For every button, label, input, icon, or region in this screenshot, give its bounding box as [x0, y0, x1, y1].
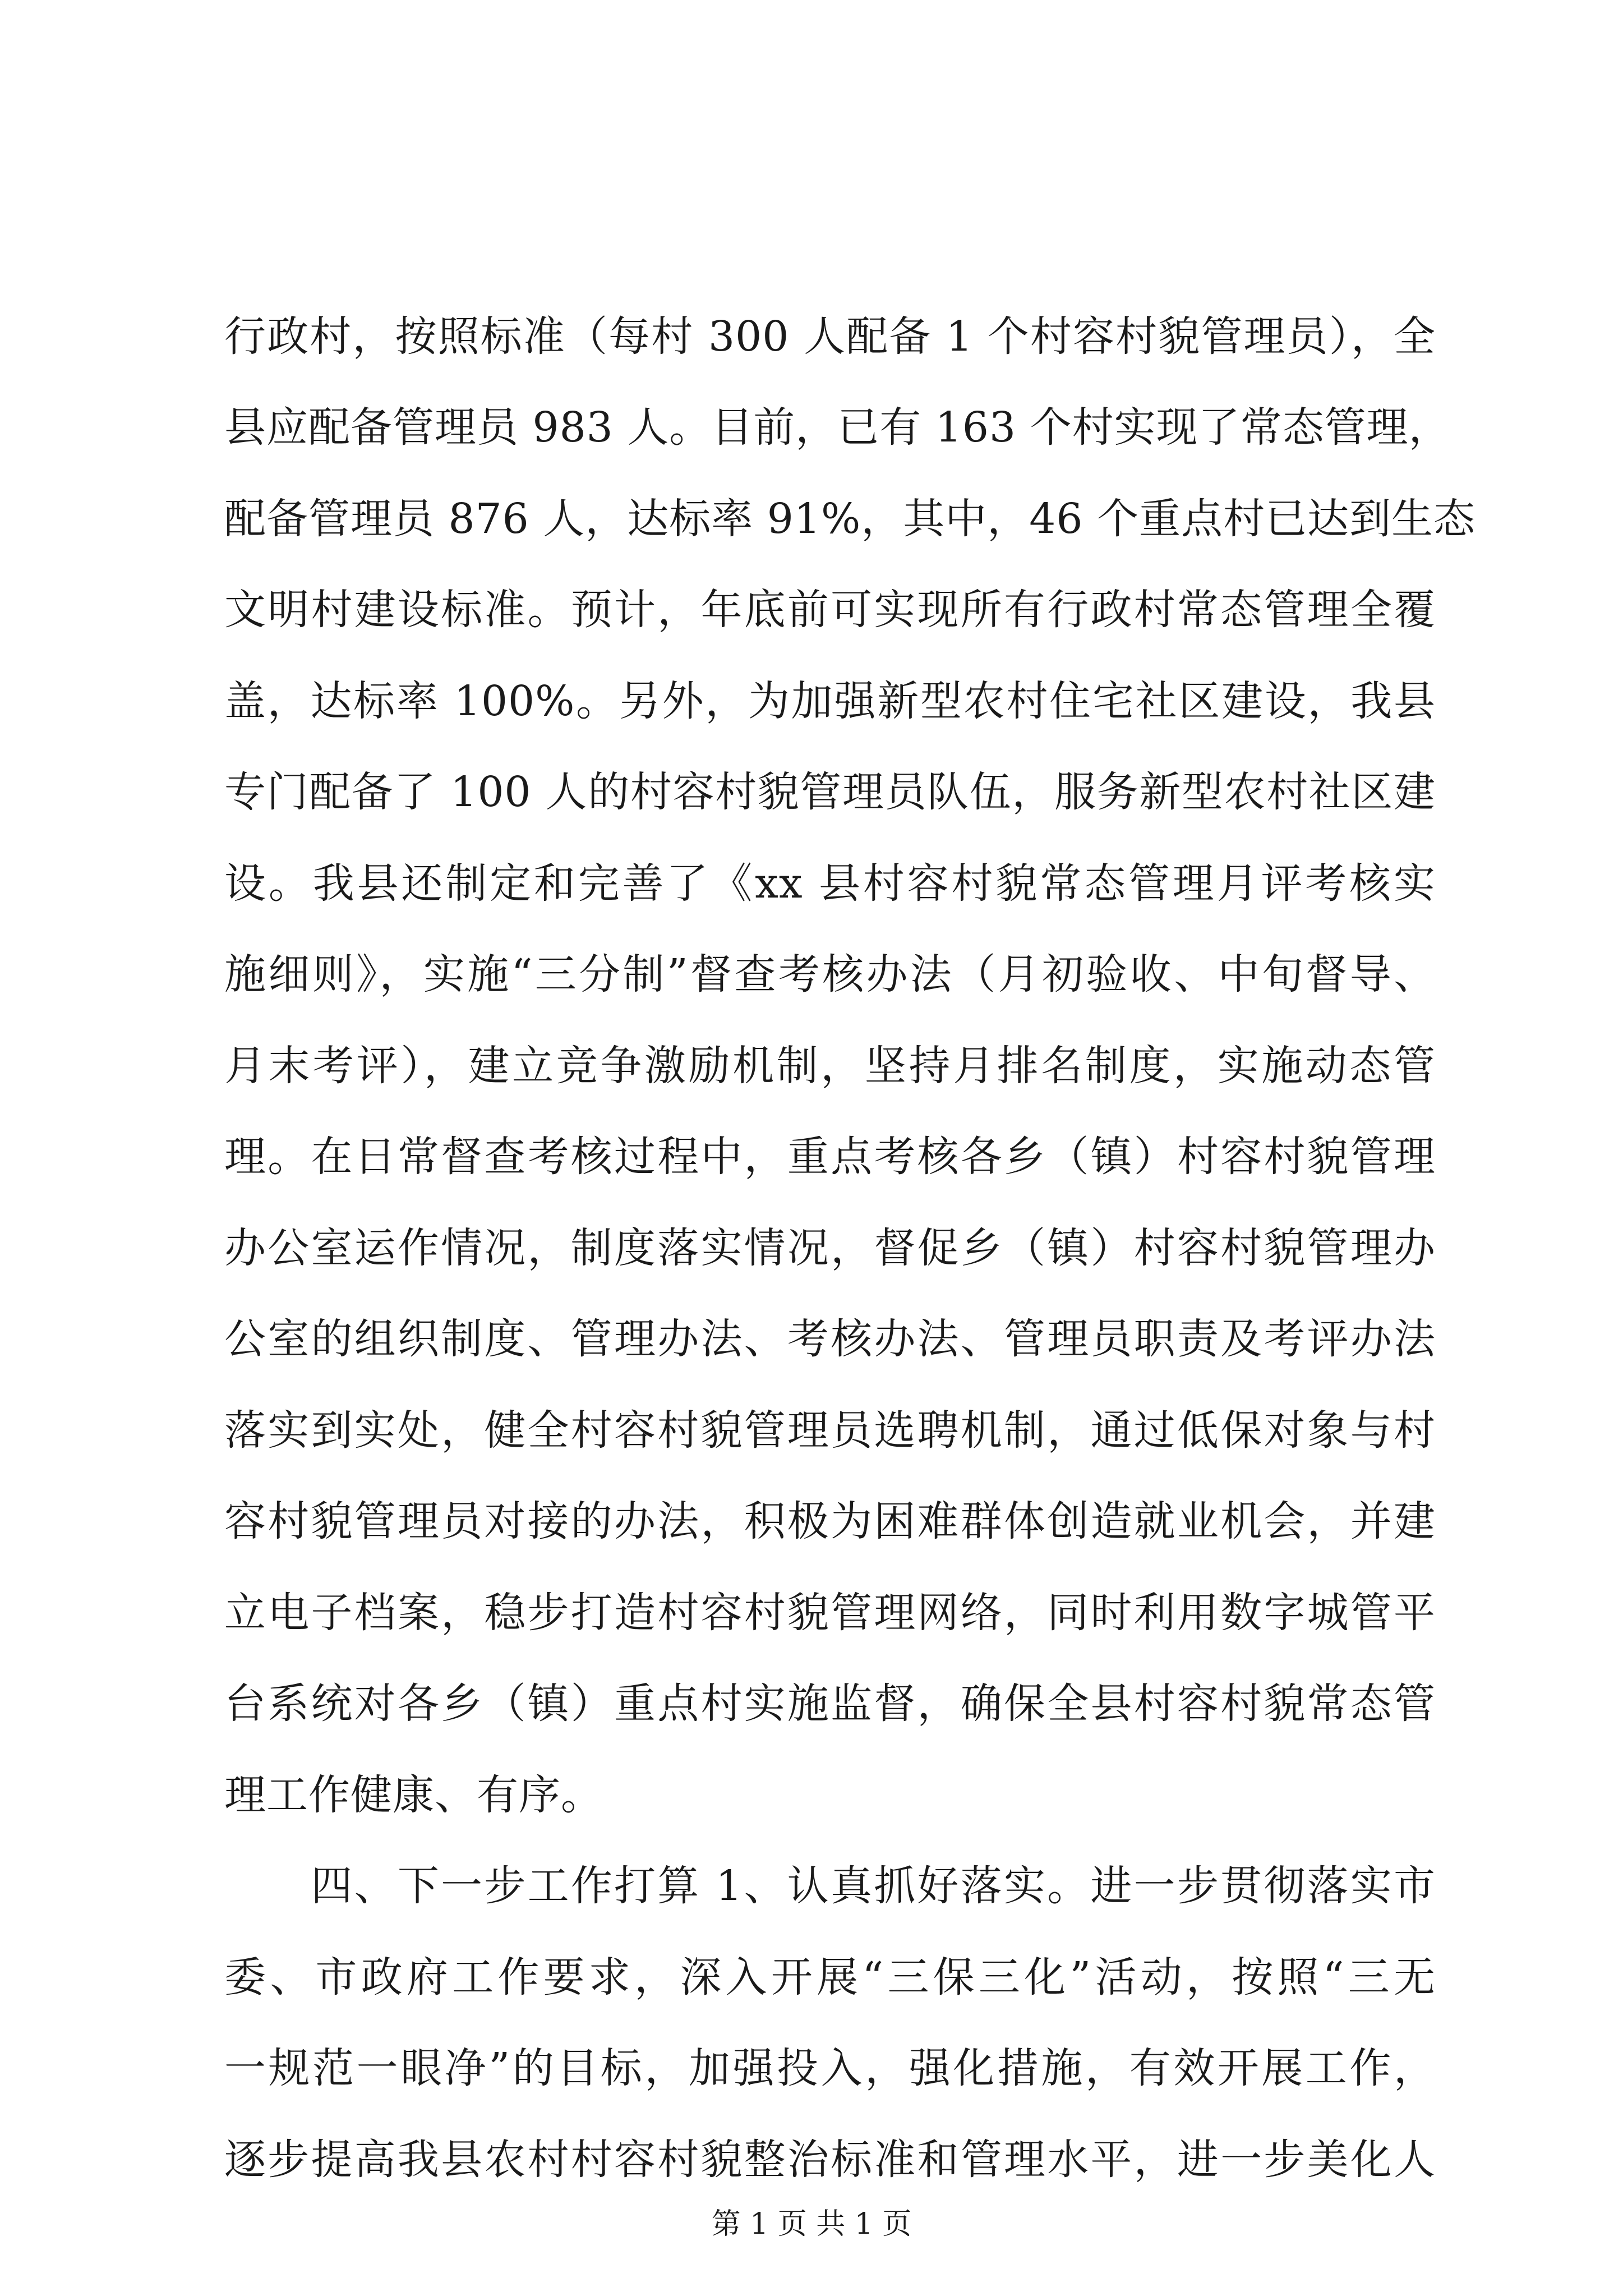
body-text-line-14: 容村貌管理员对接的办法，积极为困难群体创造就业机会，并建: [224, 1497, 1436, 1545]
body-text-line-20: 一规范一眼净”的目标，加强投入，强化措施，有效开展工作，: [224, 2044, 1436, 2092]
body-text-line-8: 施细则》，实施“三分制”督查考核办法（月初验收、中旬督导、: [224, 950, 1436, 999]
body-text-line-10: 理。在日常督查考核过程中，重点考核各乡（镇）村容村貌管理: [224, 1133, 1436, 1181]
body-text-line-7: 设。我县还制定和完善了《xx 县村容村貌常态管理月评考核实: [224, 859, 1436, 908]
body-text-line-17: 理工作健康、有序。: [224, 1771, 603, 1819]
body-text-line-21: 逐步提高我县农村村容村貌整治标准和管理水平，进一步美化人: [224, 2136, 1436, 2184]
body-text-line-9: 月末考评），建立竞争激励机制，坚持月排名制度，实施动态管: [224, 1042, 1436, 1090]
body-text-line-5: 盖，达标率 100%。另外，为加强新型农村住宅社区建设，我县: [224, 677, 1436, 725]
body-text-line-6: 专门配备了 100 人的村容村貌管理员队伍，服务新型农村社区建: [224, 768, 1436, 816]
body-text-line-18: 四、下一步工作打算 1、认真抓好落实。进一步贯彻落实市: [224, 1862, 1436, 1910]
body-text-line-11: 办公室运作情况，制度落实情况，督促乡（镇）村容村貌管理办: [224, 1224, 1436, 1272]
body-text-line-15: 立电子档案，稳步打造村容村貌管理网络，同时利用数字城管平: [224, 1589, 1436, 1637]
body-text-line-12: 公室的组织制度、管理办法、考核办法、管理员职责及考评办法: [224, 1315, 1436, 1363]
body-text-line-3: 配备管理员 876 人，达标率 91%，其中，46 个重点村已达到生态: [224, 495, 1476, 543]
body-text-line-13: 落实到实处，健全村容村貌管理员选聘机制，通过低保对象与村: [224, 1406, 1436, 1455]
body-text-line-19: 委、市政府工作要求，深入开展“三保三化”活动，按照“三无: [224, 1953, 1436, 2001]
body-text-line-4: 文明村建设标准。预计，年底前可实现所有行政村常态管理全覆: [224, 586, 1436, 634]
body-text-line-16: 台系统对各乡（镇）重点村实施监督，确保全县村容村貌常态管: [224, 1680, 1436, 1728]
body-text-line-1: 行政村，按照标准（每村 300 人配备 1 个村容村貌管理员），全: [224, 312, 1436, 361]
page-footer: 第 1 页 共 1 页: [711, 2207, 912, 2241]
body-text-line-2: 县应配备管理员 983 人。目前，已有 163 个村实现了常态管理，: [224, 403, 1451, 452]
